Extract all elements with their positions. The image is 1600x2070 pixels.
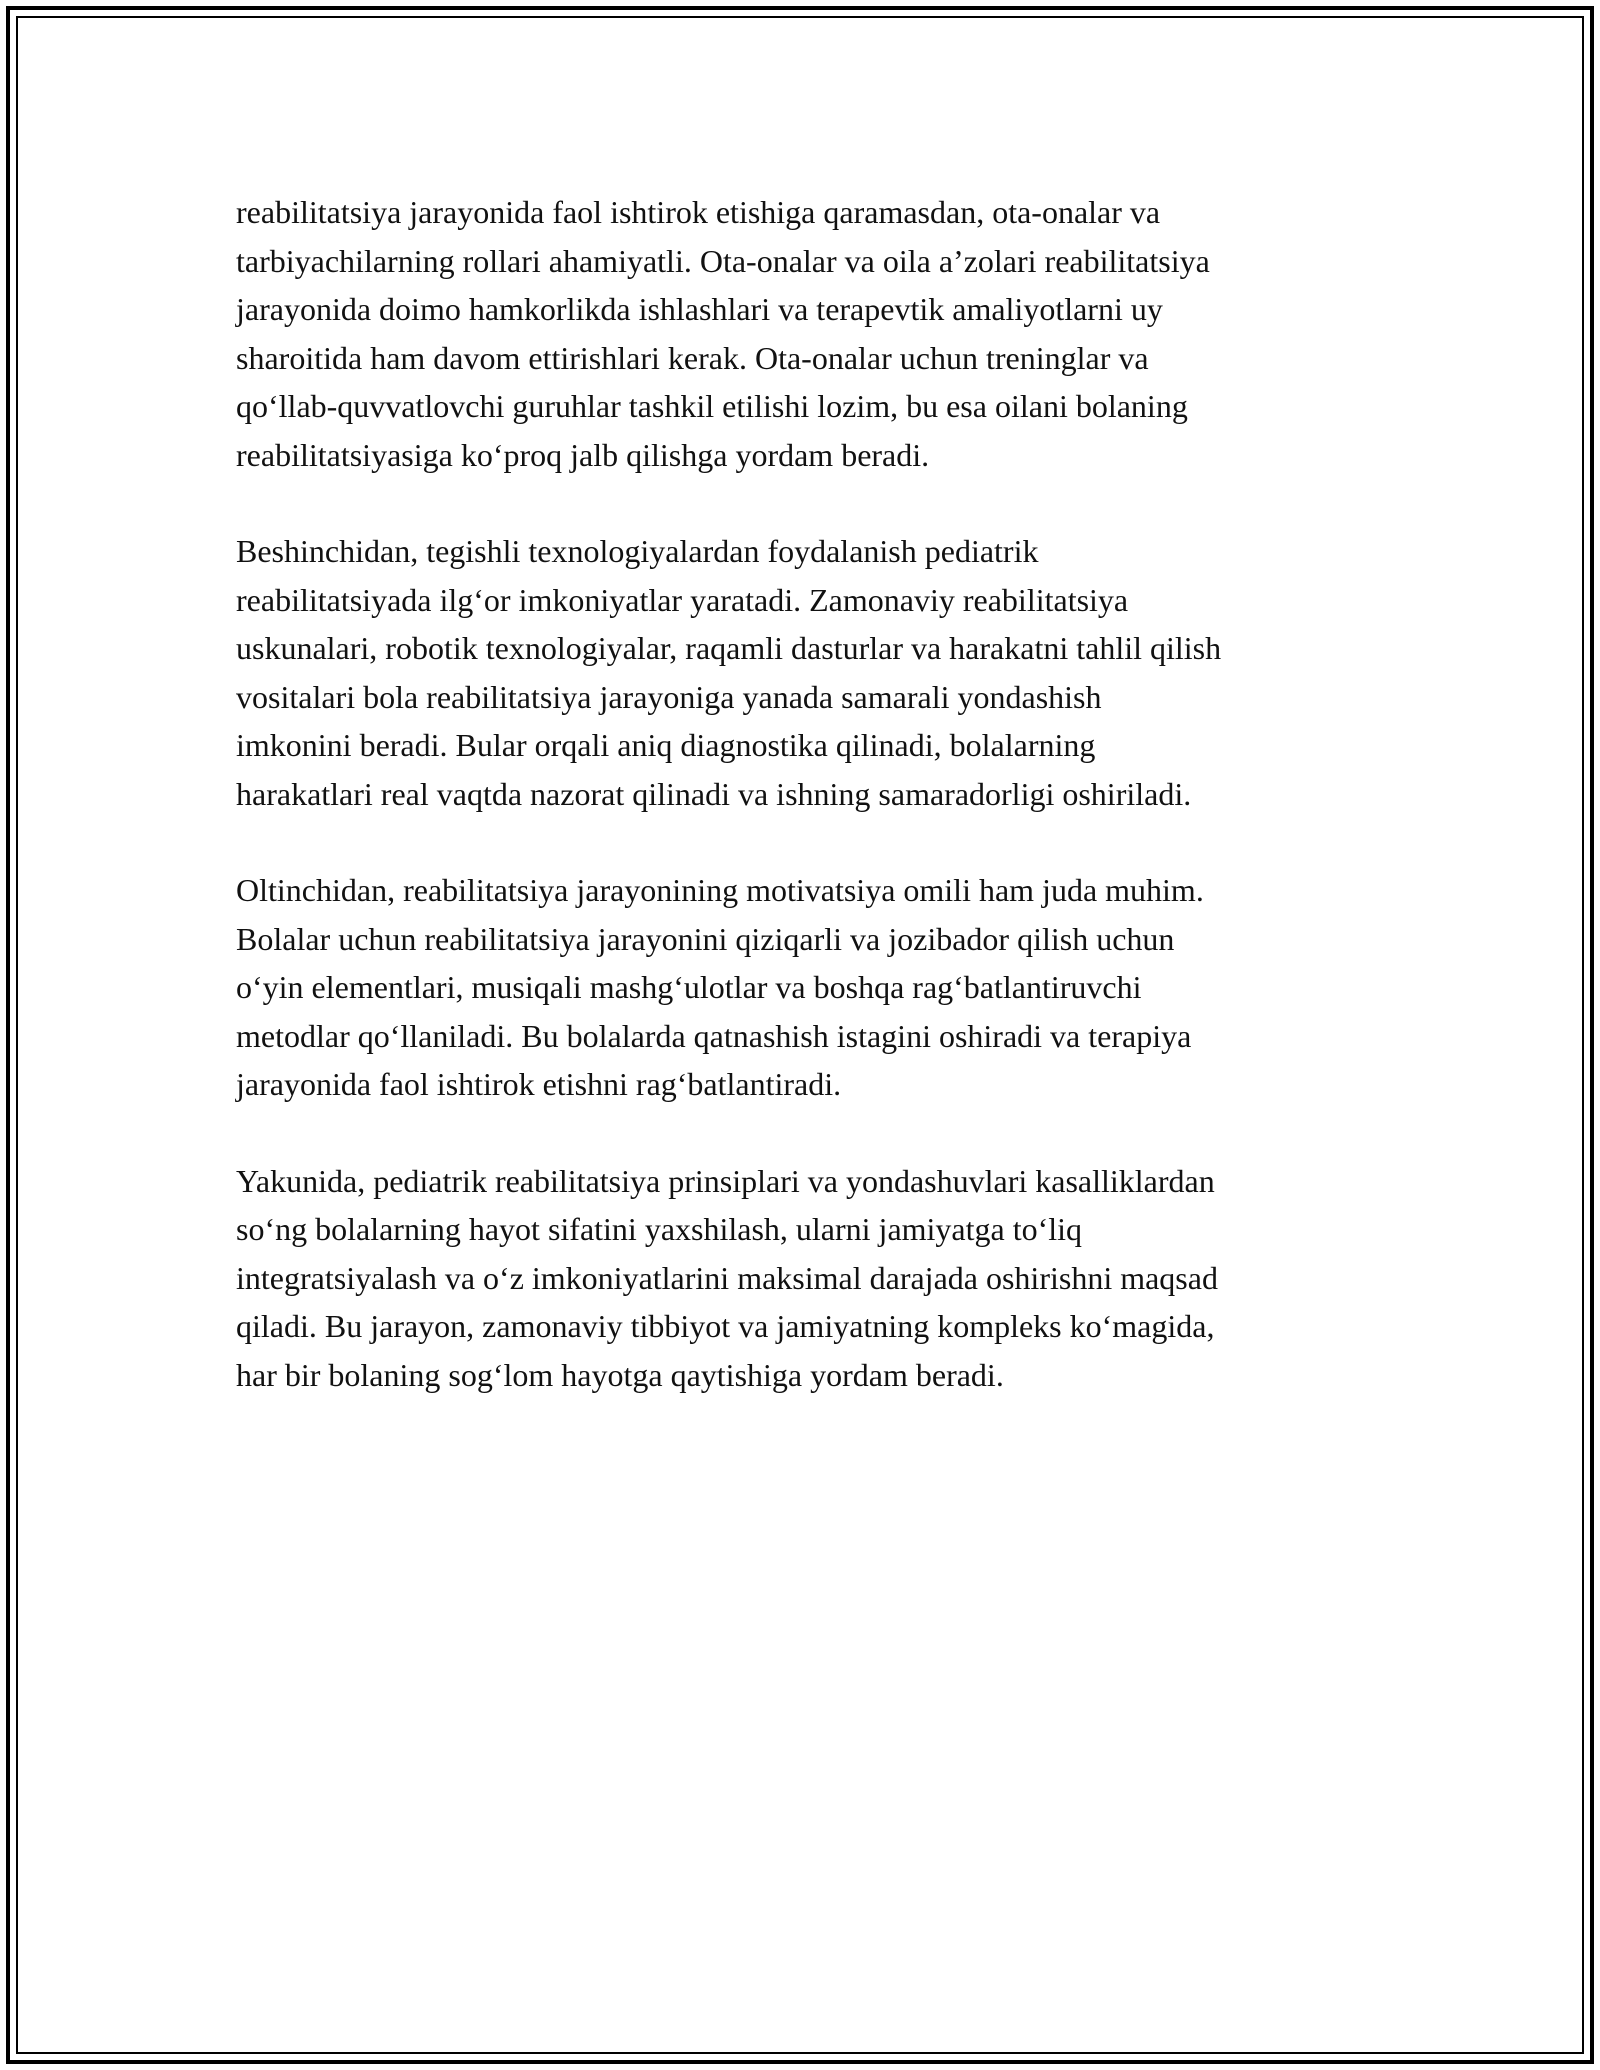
- text-line: qiladi. Bu jarayon, zamonaviy tibbiyot va jamiyatning kompleks ko‘magida,: [236, 1308, 1215, 1344]
- text-line: jarayonida doimo hamkorlikda ishlashlari va terapevtik amaliyotlarni uy: [236, 291, 1163, 327]
- text-line: Oltinchidan, reabilitatsiya jarayonining motivatsiya omili ham juda muhim.: [236, 872, 1204, 908]
- text-line: Bolalar uchun reabilitatsiya jarayonini qiziqarli va jozibador qilish uchun: [236, 920, 1175, 957]
- paragraph-conclusion: [236, 1157, 1376, 1400]
- text-line: reabilitatsiya jarayonida faol ishtirok etishiga qaramasdan, ota-onalar va: [236, 194, 1161, 230]
- text-line: vositalari bola reabilitatsiya jarayoniga yanada samarali yondashish: [236, 678, 1102, 715]
- text-line: uskunalari, robotik texnologiyalar, raqamli dasturlar va harakatni tahlil qilish: [236, 630, 1222, 666]
- text-line: har bir bolaning sog‘lom hayotga qaytishiga yordam beradi.: [236, 1356, 1004, 1393]
- paragraph-technologies: [236, 527, 1376, 818]
- text-line: jarayonida faol ishtirok etishni rag‘batlantiradi.: [236, 1066, 842, 1102]
- text-line: qo‘llab-quvvatlovchi guruhlar tashkil etilishi lozim, bu esa oilani bolaning: [236, 388, 1188, 424]
- text-line: tarbiyachilarning rollari ahamiyatli. Ota-onalar va oila a’zolari reabilitatsiya: [236, 242, 1210, 279]
- text-line: Yakunida, pediatrik reabilitatsiya prinsiplari va yondashuvlari kasalliklardan: [236, 1162, 1215, 1199]
- text-line: harakatlari real vaqtda nazorat qilinadi va ishning samaradorligi oshiriladi.: [236, 775, 1192, 812]
- paragraph-motivation: [236, 866, 1376, 1109]
- text-line: imkonini beradi. Bular orqali aniq diagnostika qilinadi, bolalarning: [236, 727, 1096, 763]
- text-line: sharoitida ham davom ettirishlari kerak. Ota-onalar uchun treninglar va: [236, 339, 1149, 376]
- text-line: reabilitatsiyasiga ko‘proq jalb qilishga yordam beradi.: [236, 436, 930, 473]
- document-body: [236, 188, 1376, 1447]
- text-line: integratsiyalash va o‘z imkoniyatlarini maksimal darajada oshirishni maqsad: [236, 1259, 1218, 1296]
- text-line: Beshinchidan, tegishli texnologiyalardan foydalanish pediatrik: [236, 533, 1039, 569]
- paragraph-parents-role: [236, 188, 1376, 479]
- text-line: so‘ng bolalarning hayot sifatini yaxshilash, ularni jamiyatga to‘liq: [236, 1211, 1083, 1247]
- text-line: o‘yin elementlari, musiqali mashg‘ulotlar va boshqa rag‘batlantiruvchi: [236, 969, 1142, 1005]
- text-line: reabilitatsiyada ilg‘or imkoniyatlar yaratadi. Zamonaviy reabilitatsiya: [236, 581, 1129, 618]
- text-line: metodlar qo‘llaniladi. Bu bolalarda qatnashish istagini oshiradi va terapiya: [236, 1017, 1192, 1054]
